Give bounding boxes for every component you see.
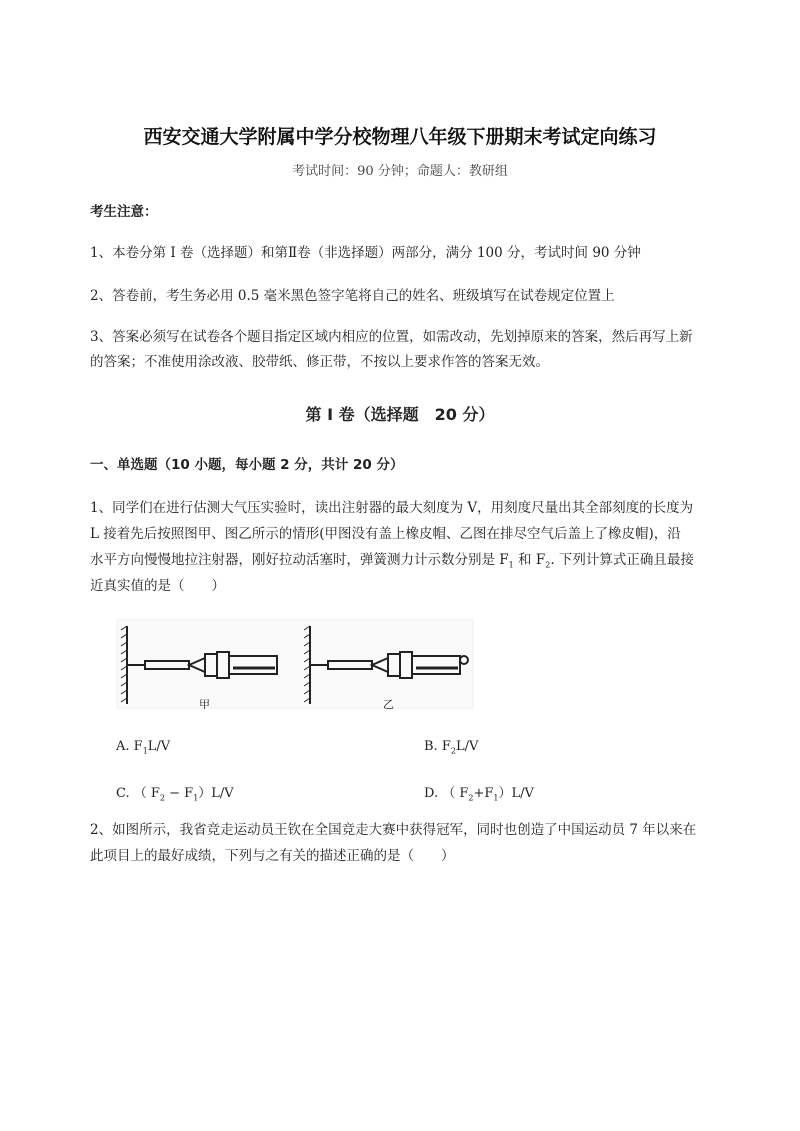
notice-item-3: 3、答案必须写在试卷各个题目指定区域内相应的位置，如需改动，先划掉原来的答案，然后再写上新 — [90, 329, 693, 345]
q1-line-1: 1、同学们在进行估测大气压实验时，读出注射器的最大刻度为 V，用刻度尺量出其全部刻度的长度为 — [90, 500, 694, 516]
notice-item-2: 2、答卷前，考生务必用 0.5 毫米黑色签字笔将自己的姓名、班级填写在试卷规定位置上 — [90, 288, 615, 304]
subscript: 2 — [468, 793, 474, 803]
option-a[interactable] — [116, 739, 170, 756]
option-a-text-end: L/V — [147, 739, 171, 754]
q1-line-3-b: 和 F — [513, 552, 546, 568]
option-a-text: A. F — [116, 739, 143, 754]
subscript: 1 — [193, 793, 199, 803]
option-c-text-mid: − F — [165, 786, 194, 801]
q2-line-1: 2、如图所示，我省竞走运动员王钦在全国竞走大赛中获得冠军，同时也创造了中国运动员 7 年以来在 — [90, 822, 697, 838]
q1-line-4: 近真实值的是（ ） — [90, 578, 225, 594]
figure-label-jia: 甲 — [199, 698, 210, 711]
option-b-text-end: L/V — [455, 739, 479, 754]
part-heading: 一、单选题（10 小题，每小题 2 分，共计 20 分） — [90, 457, 404, 473]
notice-heading: 考生注意： — [90, 204, 158, 220]
figure-label-yi: 乙 — [383, 698, 394, 711]
subscript: 1 — [142, 746, 148, 756]
section-title: 第 I 卷（选择题 20 分） — [305, 405, 495, 424]
notice-item-3-cont: 的答案；不准使用涂改液、胶带纸、修正带，不按以上要求作答的答案无效。 — [90, 354, 549, 370]
option-b-text: B. F — [424, 739, 451, 754]
q1-line-3-c: . 下列计算式正确且最接 — [550, 552, 694, 568]
option-d-text: D. （ F — [424, 786, 469, 801]
option-d-text-mid: +F — [473, 786, 494, 801]
subscript: 2 — [159, 793, 165, 803]
subscript: 1 — [508, 560, 514, 570]
option-b[interactable] — [424, 739, 478, 756]
subscript: 2 — [545, 560, 551, 570]
q1-line-2: L 接着先后按照图甲、图乙所示的情形(甲图没有盖上橡皮帽、乙图在排尽空气后盖上了橡皮帽)，沿 — [90, 526, 681, 542]
option-c-text-end: ）L/V — [198, 786, 234, 801]
exam-subtitle: 考试时间：90 分钟；命题人：教研组 — [292, 164, 508, 179]
option-c[interactable] — [116, 782, 234, 803]
exam-title: 西安交通大学附属中学分校物理八年级下册期末考试定向练习 — [143, 126, 657, 148]
option-d[interactable] — [424, 782, 534, 803]
syringe-experiment-figure — [113, 618, 475, 714]
option-c-text: C. （ F — [116, 786, 160, 801]
q2-line-2: 此项目上的最好成绩，下列与之有关的描述正确的是（ ） — [90, 848, 455, 864]
q1-line-3-a: 水平方向慢慢地拉注射器，刚好拉动活塞时，弹簧测力计示数分别是 F — [90, 552, 509, 568]
notice-item-1: 1、本卷分第 I 卷（选择题）和第Ⅱ卷（非选择题）两部分，满分 100 分，考试时间 90 分钟 — [90, 245, 641, 261]
option-d-text-end: ）L/V — [498, 786, 534, 801]
q1-line-3 — [90, 551, 694, 575]
subscript: 1 — [493, 793, 499, 803]
subscript: 2 — [450, 746, 456, 756]
